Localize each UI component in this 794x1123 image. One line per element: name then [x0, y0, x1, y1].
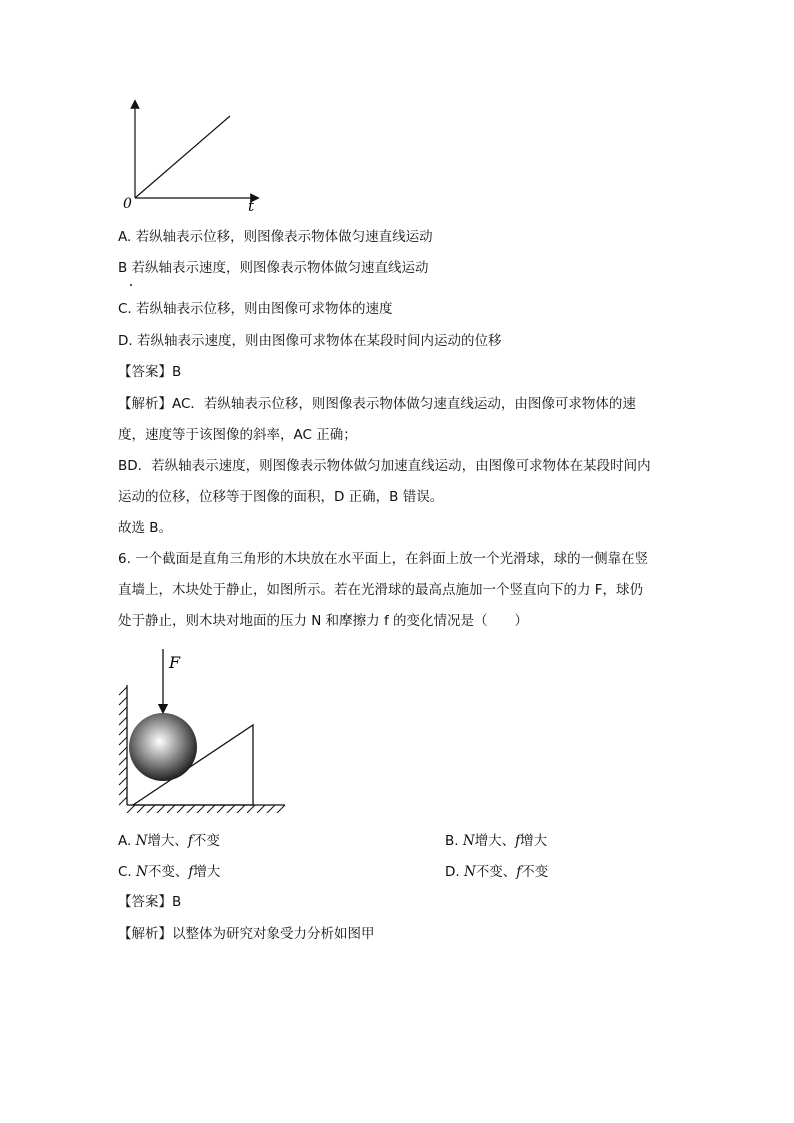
q6-option-d: D. N不变、f不变 — [445, 864, 549, 880]
q6-stem-line-2: 直墙上，木块处于静止，如图所示。若在光滑球的最高点施加一个竖直向下的力 F，球仍 — [118, 582, 644, 598]
q6-explanation: 【解析】以整体为研究对象受力分析如图甲 — [118, 926, 375, 942]
x-axis-label: t — [248, 197, 255, 215]
q6-answer: 【答案】B — [118, 894, 182, 910]
q6-option-a: A. N增大、f不变 — [118, 833, 220, 849]
q5-option-b: B 若纵轴表示速度，则图像表示物体做匀速直线运动 — [118, 260, 429, 276]
q6-option-b: B. N增大、f增大 — [445, 833, 548, 849]
wall-hatching — [119, 687, 127, 805]
graph-line — [135, 116, 230, 198]
q5-option-d: D. 若纵轴表示速度，则由图像可求物体在某段时间内运动的位移 — [118, 333, 502, 349]
q5-explanation-line-1: 【解析】AC．若纵轴表示位移，则图像表示物体做匀速直线运动，由图像可求物体的速 — [118, 396, 636, 412]
ball — [129, 713, 197, 781]
q6-stem-line-1: 6. 一个截面是直角三角形的木块放在水平面上，在斜面上放一个光滑球，球的一侧靠在竖 — [118, 551, 649, 567]
q5-option-a: A. 若纵轴表示位移，则图像表示物体做匀速直线运动 — [118, 229, 433, 245]
stray-dot — [130, 284, 132, 286]
wedge-ball-figure — [115, 643, 295, 813]
q6-stem-line-3: 处于静止，则木块对地面的压力 N 和摩擦力 f 的变化情况是（ ） — [118, 613, 529, 629]
q5-explanation-line-4: 运动的位移，位移等于图像的面积，D 正确，B 错误。 — [118, 489, 444, 505]
q5-answer: 【答案】B — [118, 364, 182, 380]
q5-explanation-line-2: 度，速度等于该图像的斜率，AC 正确； — [118, 427, 357, 443]
q5-option-c: C. 若纵轴表示位移，则由图像可求物体的速度 — [118, 301, 393, 317]
q5-explanation-line-3: BD．若纵轴表示速度，则图像表示物体做匀加速直线运动，由图像可求物体在某段时间内 — [118, 458, 651, 474]
ground-hatching — [127, 805, 285, 813]
origin-label: 0 — [123, 196, 132, 212]
force-label: F — [169, 653, 181, 672]
q5-explanation-line-5: 故选 B。 — [118, 520, 173, 536]
line-graph — [115, 98, 265, 218]
q6-option-c: C. N不变、f增大 — [118, 864, 221, 880]
